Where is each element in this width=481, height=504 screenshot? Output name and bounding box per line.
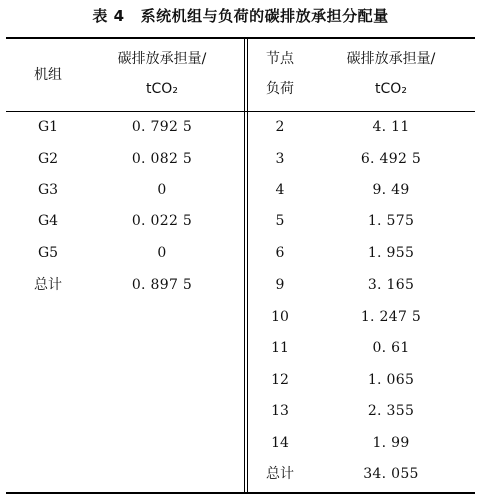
node-total-label: 总计 <box>266 466 294 482</box>
unit-value: 0. 792 5 <box>131 119 193 135</box>
table-caption <box>0 5 481 26</box>
unit-value: 0. 082 5 <box>131 151 193 167</box>
node-total-value: 34. 055 <box>363 466 419 482</box>
header-node-line1: 节点 <box>266 51 294 67</box>
header-node-line2: 负荷 <box>266 81 294 97</box>
node-id: 4 <box>275 182 285 198</box>
unit-name: G3 <box>37 182 59 198</box>
header-unit: 机组 <box>34 67 62 83</box>
header-right-value-line2: tCO₂ <box>375 81 407 97</box>
unit-total-label: 总计 <box>34 277 62 293</box>
unit-value: 0 <box>157 245 167 261</box>
node-value: 0. 61 <box>372 340 410 356</box>
unit-name: G1 <box>37 119 59 135</box>
column-divider-left <box>244 38 245 493</box>
node-value: 1. 575 <box>367 213 415 229</box>
node-value: 3. 165 <box>367 277 415 293</box>
unit-name: G5 <box>37 245 59 261</box>
top-rule <box>6 37 475 39</box>
node-id: 6 <box>275 245 285 261</box>
unit-name: G2 <box>37 151 59 167</box>
header-right-value-line1: 碳排放承担量/ <box>346 51 436 67</box>
node-value: 2. 355 <box>367 403 415 419</box>
node-id: 9 <box>275 277 285 293</box>
node-value: 6. 492 5 <box>360 151 422 167</box>
node-id: 3 <box>275 151 285 167</box>
node-id: 14 <box>271 435 289 451</box>
unit-total-value: 0. 897 5 <box>131 277 193 293</box>
node-value: 1. 955 <box>367 245 415 261</box>
unit-value: 0. 022 5 <box>131 213 193 229</box>
table-title: 系统机组与负荷的碳排放承担分配量 <box>140 7 389 25</box>
node-id: 2 <box>275 119 285 135</box>
header-left-value-line2: tCO₂ <box>146 81 178 97</box>
node-value: 1. 99 <box>372 435 410 451</box>
node-id: 10 <box>271 309 289 325</box>
column-divider-right <box>247 38 248 493</box>
node-id: 5 <box>275 213 285 229</box>
unit-name: G4 <box>37 213 59 229</box>
unit-value: 0 <box>157 182 167 198</box>
node-id: 11 <box>271 340 289 356</box>
node-id: 13 <box>271 403 289 419</box>
header-left-value-line1: 碳排放承担量/ <box>117 51 207 67</box>
node-value: 1. 065 <box>367 372 415 388</box>
node-value: 9. 49 <box>372 182 410 198</box>
node-value: 1. 247 5 <box>360 309 422 325</box>
table-number: 表 4 <box>92 7 125 25</box>
node-id: 12 <box>271 372 289 388</box>
header-rule <box>6 111 475 112</box>
node-value: 4. 11 <box>372 119 410 135</box>
bottom-rule <box>6 492 475 494</box>
